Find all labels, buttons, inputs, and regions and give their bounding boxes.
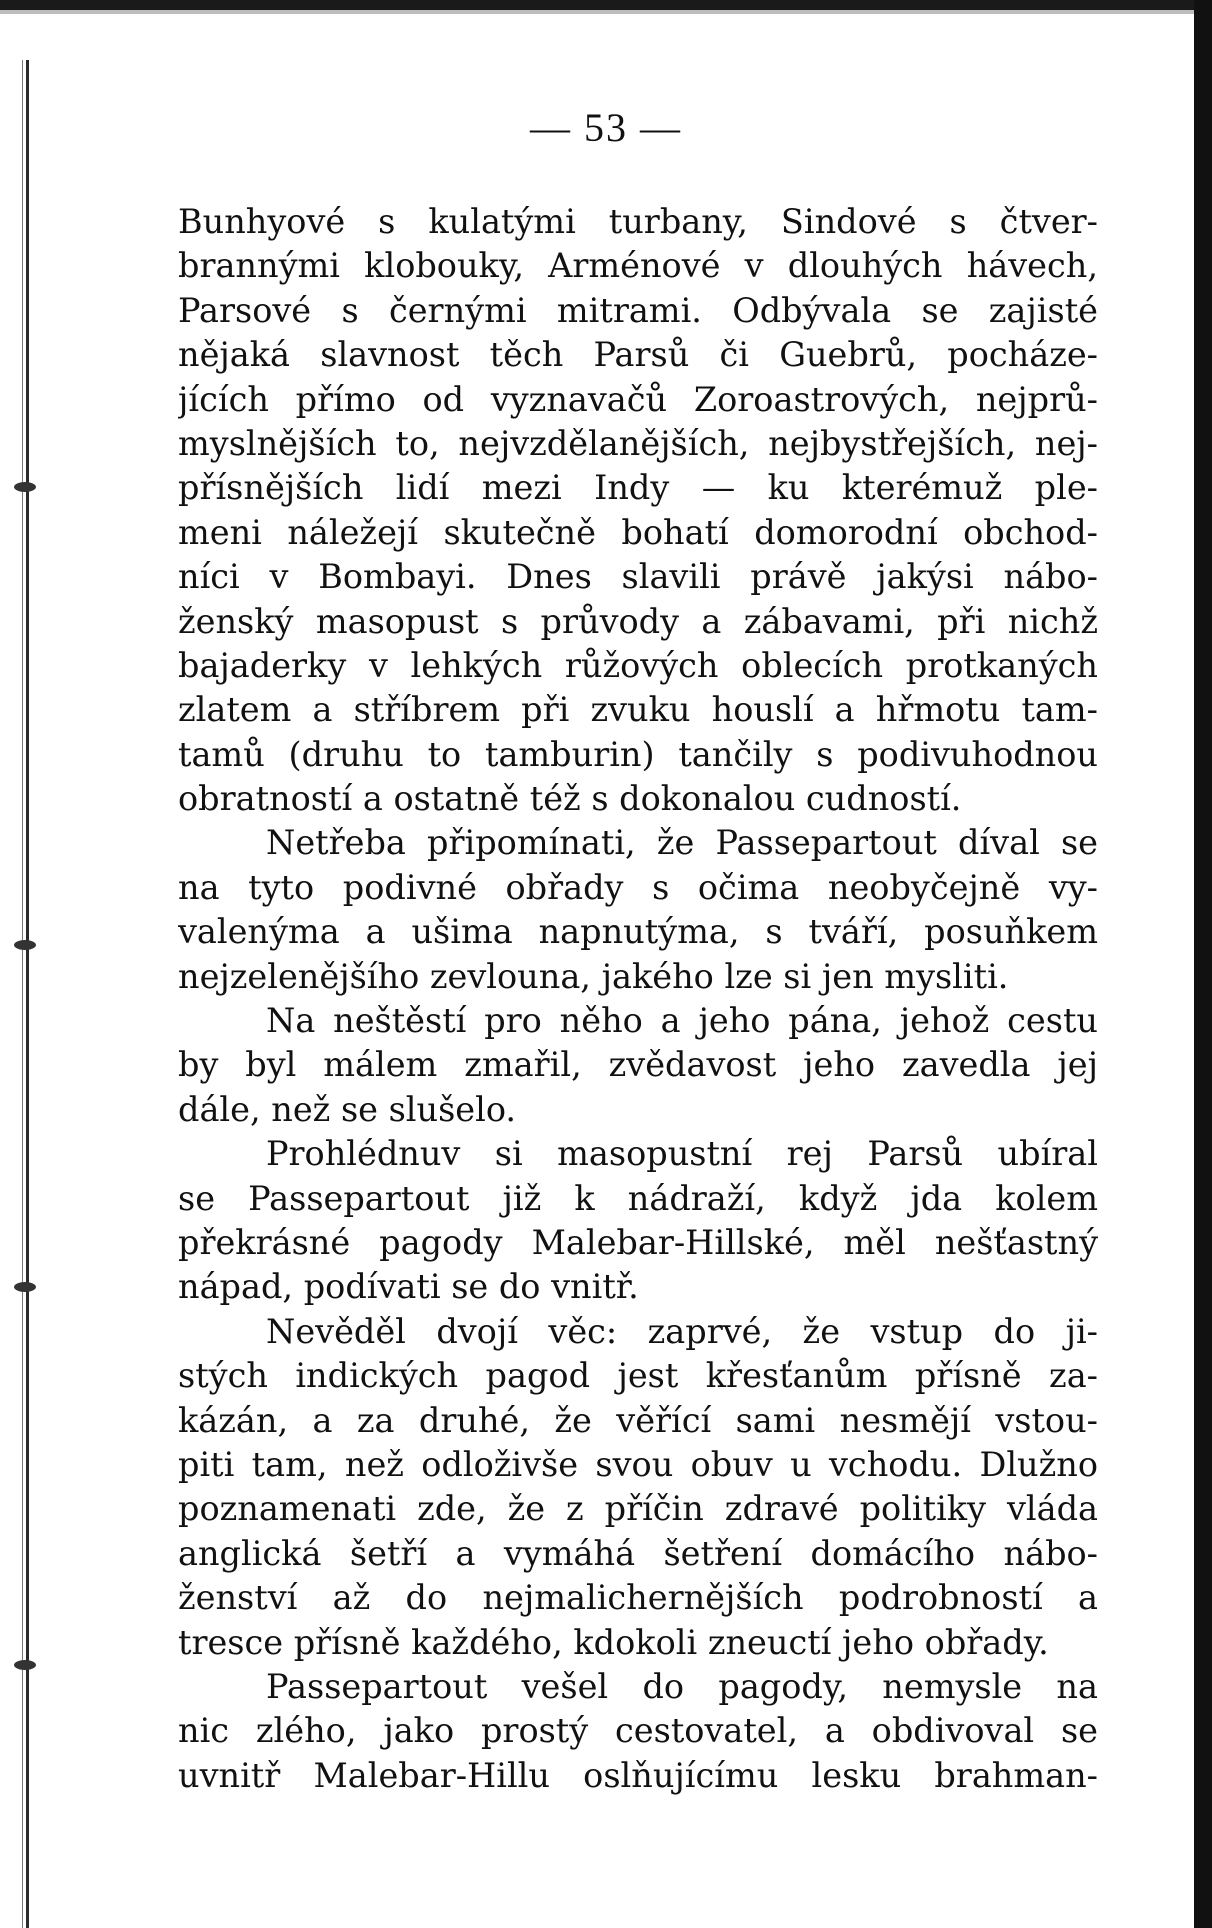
text-line: ženský masopust s průvody a zábavami, při nichž [178,601,1098,641]
text-line: nejzelenějšího zevlouna, jakého lze si jen mysliti. [178,956,1009,996]
text-line: anglická šetří a vymáhá šetření domácího nábo- [178,1533,1098,1573]
text-line: Bunhyové s kulatými turbany, Sindové s čtver- [178,202,1098,241]
text-line: piti tam, než odloživše svou obuv u vchodu. Dlužno [178,1444,1098,1484]
text-line: se Passepartout již k nádraží, když jda kolem [178,1178,1098,1218]
body-text [178,200,1098,1798]
text-line: tamů (druhu to tamburin) tančily s podivuhodnou [178,734,1098,774]
text-line: bajaderky v lehkých růžových oblecích protkaných [178,645,1098,685]
scan-edge-right [1194,0,1212,1928]
binding-mark [14,1660,36,1670]
text-line: Netřeba připomínati, že Passepartout díval se [266,823,1098,863]
text-line: Nevěděl dvojí věc: zaprvé, že vstup do ji- [266,1311,1098,1351]
text-line: jících přímo od vyznavačů Zoroastrových, nejprů- [178,379,1098,419]
text-line: nic zlého, jako prostý cestovatel, a obdivoval se [178,1711,1098,1751]
scan-edge-top [0,0,1212,10]
text-line: na tyto podivné obřady s očima neobyčejně vy- [178,867,1098,907]
text-line: brannými klobouky, Arménové v dlouhých hávech, [178,246,1098,286]
text-line: překrásné pagody Malebar-Hillské, měl nešťastný [178,1222,1098,1262]
text-line: poznamenati zde, že z příčin zdravé politiky vláda [178,1489,1098,1529]
text-line: meni náležejí skutečně bohatí domorodní obchod- [178,512,1098,552]
text-line: obratností a ostatně též s dokonalou cudností. [178,779,962,819]
text-line: ženství až do nejmalichernějších podrobností a [178,1578,1098,1618]
binding-mark [14,482,36,492]
text-line: myslnějších to, nejvzdělanějších, nejbystřejších, nej- [178,423,1098,463]
text-line: tresce přísně každého, kdokoli zneuctí jeho obřady. [178,1622,1049,1662]
text-line: kázán, a za druhé, že věřící sami nesmějí vstou- [178,1400,1098,1440]
text-line: Parsové s černými mitrami. Odbývala se zajisté [178,290,1098,330]
text-line: Passepartout vešel do pagody, nemysle na [266,1666,1098,1706]
text-line: nápad, podívati se do vnitř. [178,1267,639,1307]
text-line: stých indických pagod jest křesťanům přísně za- [178,1356,1098,1396]
text-line: níci v Bombayi. Dnes slavili právě jakýsi nábo- [178,557,1098,597]
text-line: nějaká slavnost těch Parsů či Guebrů, pocháze- [178,335,1098,375]
binding-mark [14,1282,36,1292]
binding-line [26,60,29,1928]
text-line: by byl málem zmařil, zvědavost jeho zavedla jej [178,1045,1098,1085]
text-line: dále, než se slušelo. [178,1089,517,1129]
page-number: — 53 — [530,105,682,150]
text-line: Na neštěstí pro něho a jeho pána, jehož cestu [266,1001,1098,1041]
binding-line-thin [22,60,23,1928]
text-line: zlatem a stříbrem při zvuku houslí a hřmotu tam- [178,690,1098,730]
scan-edge-top-shadow [0,10,1194,14]
text-line: uvnitř Malebar-Hillu oslňujícímu lesku brahman- [178,1755,1098,1795]
text-line: přísnějších lidí mezi Indy — ku kterémuž ple- [178,468,1098,508]
text-line: valenýma a ušima napnutýma, s tváří, posuňkem [178,912,1098,952]
binding-mark [14,940,36,950]
text-line: Prohlédnuv si masopustní rej Parsů ubíral [266,1134,1098,1174]
